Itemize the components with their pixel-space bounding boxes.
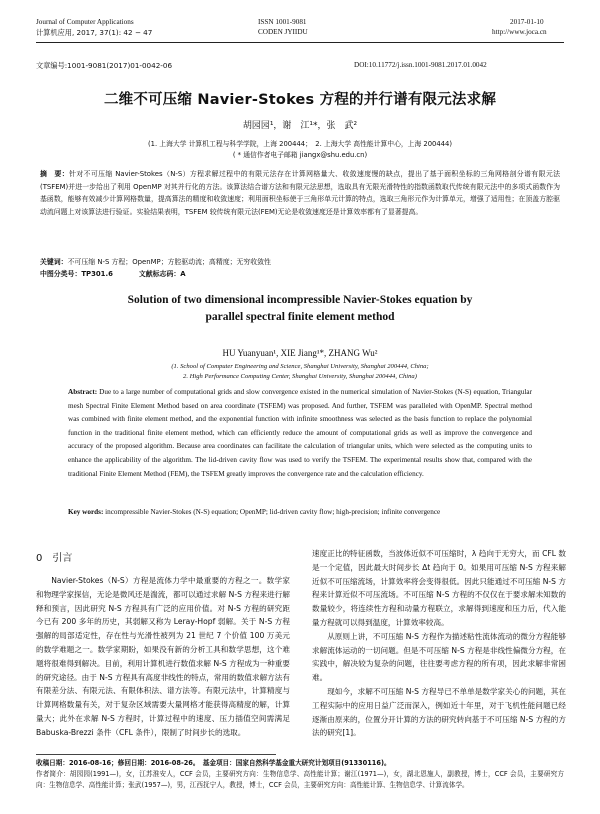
coden: CODEN JYIIDU [258, 28, 308, 36]
article-number: 文章编号:1001-9081(2017)01-0042-06 [36, 61, 173, 70]
abstract-en-label: Abstract: [68, 388, 98, 396]
issue-date: 2017-01-10 [510, 18, 544, 26]
received-date: 收稿日期：2016-08-16；修回日期：2016-08-26。 [36, 759, 197, 767]
abstract-en-text: Due to a large number of computational grids and slow convergence existed in the numerical simulation of Navier-Stokes (N-S) equation, Triangular mesh Spectral Finite Element Method based on area coordinate (TSFEM) was proposed. And further, TSFEM was paralleled with OpenMP. Spectral method was combined with finite element method, and the exponential function with infinite smoothness was selected as the basis function to replace the polynomial function in the traditional finite element method, which can efficiently reduce the amount of computational grids as well as improve the convergence and accuracy of the proposed algorithm. Because area coordinates can facilitate the calculation of triangular units, which were selected as the computing units to enhance the applicability of the algorithm. The lid-driven cavity flow was used to verify the TSFEM. The experimental results show that, compared with the traditional Finite Element Method (FEM), the TSFEM greatly improves the convergence rate and the calculation efficiency. [68, 388, 532, 478]
journal-name-cn: 计算机应用, 2017, 37(1): 42 − 47 [36, 28, 153, 37]
section-heading-intro: 0 引言 [36, 553, 73, 564]
keywords-cn-text: 不可压缩 N-S 方程；OpenMP；方腔驱动流；高精度；无穷收敛性 [67, 258, 271, 266]
keywords-en-label: Key words: [68, 508, 104, 516]
intro-paragraph-1: Navier-Stokes（N-S）方程是流体力学中最重要的方程之一。数学家和物理学家探信，无论是微风还是湍流，都可以通过求解 N-S 方程来进行解释和预言，因此研究 N-S 方程具有广泛的应用价值。对 N-S 方程的研究距今已有 200 多年的历史，其弱解又称为 Leray-Hopf 弱解。关于 N-S 方程强解的局部适定性，存在性与光滑性被列为 21 世纪 7 个价值 100 万美元的数学难题之一。数学家期盼，如果没有新的分析工具和数学思想，这个难题将很难得到解决。目前，利用计算机进行数值求解 N-S 方程成为一种重要的研究途径。由于 N-S 方程具有高度非线性的特点，常用的数值求解方法有有限差分法、有限元法、有限体积法、谱方法等。有限元法中，计算精度与计算网格数量有关，对于复杂区域需要大量网格才能获得高精度的解，计算量大；此外在求解 N-S 方程时，计算过程中的速度、压力插值空间需满足 Babuska-Brezzi 条件（CFL 条件），限制了时间步长的选取。 [36, 576, 290, 737]
intro-paragraph-2: 速度正比的特征函数，当波体近似不可压缩时，λ 趋向于无穷大，而 CFL 数是一个定值，因此最大时间步长 Δt 趋向于 0。如果用可压缩 N-S 方程来解近似不可压缩流场，计算效率将会变得很低。因此只能通过不可压缩 N-S 方程来计算近似不可压流场。不可压缩 N-S 方程的不仅仅在于要求解未知数的数量较少，将连续性方程和动量方程联立，求解得到速度和压力后，代入能量方程就可以得到温度，计算效率较高。 [312, 549, 566, 627]
header-rule [36, 42, 564, 43]
abstract-cn-label: 摘 要： [40, 170, 70, 178]
journal-name-en: Journal of Computer Applications [36, 18, 134, 26]
corresponding-email: ( * 通信作者电子邮箱 jiangx@shu.edu.cn) [232, 151, 368, 159]
clc-number: 中图分类号：TP301.6 [40, 270, 113, 278]
keywords-cn [40, 256, 560, 266]
classification-line [40, 268, 560, 278]
authors-cn: 胡园园¹，谢 江¹*，张 武² [242, 121, 358, 131]
title-en-line2: parallel spectral finite element method [205, 311, 395, 323]
doi: DOI:10.11772/j.issn.1001-9081.2017.01.0042 [354, 61, 487, 69]
footnote-rule [36, 754, 276, 755]
body-left-column [36, 574, 290, 740]
authors-en: HU Yuanyuan¹, XIE Jiang¹*, ZHANG Wu² [222, 348, 378, 358]
title-cn: 二维不可压缩 Navier-Stokes 方程的并行谱有限元法求解 [103, 92, 497, 108]
fund-info: 基金项目：国家自然科学基金重大研究计划项目(91330116)。 [202, 759, 391, 767]
abstract-cn [40, 168, 560, 218]
intro-paragraph-4: 现如今，求解不可压缩 N-S 方程导已不单单是数学家关心的问题，其在工程实际中的应用日益广泛而深入，例如近十年里，对于飞机性能问题已经逐渐由原来的，位置分开计算的方法的研究转向基于不可压缩 N-S 方程的方法的研究[1]。 [312, 686, 566, 738]
journal-url: http://www.joca.cn [492, 28, 547, 36]
affiliation-en-2: 2. High Performance Computing Center, Shanghai University, Shanghai 200444, China) [183, 373, 417, 380]
abstract-en [68, 386, 532, 481]
title-en-line1: Solution of two dimensional incompressible Navier-Stokes equation by [127, 294, 473, 306]
intro-paragraph-3: 从原则上讲，不可压缩 N-S 方程作为描述粘性流体流动的微分方程能够求解流体运动的一切问题。但是不可压缩 N-S 方程是非线性偏微分方程，在实践中，解决较为复杂的问题，往往要考虑方程的所有项，因此求解非常困难。 [312, 631, 566, 683]
keywords-en-text: incompressible Navier-Stokes (N-S) equation; OpenMP; lid-driven cavity flow; high-precision; infinite convergence [105, 508, 441, 516]
issn: ISSN 1001-9081 [258, 18, 307, 26]
body-right-column [312, 547, 566, 740]
footnote [36, 758, 564, 791]
author-bio: 作者简介：胡园园(1991—)，女，江苏淮安人，CCF 会员，主要研究方向：生物信息学、高性能计算；谢江(1971—)，女，湖北恩施人，副教授，博士，CCF 会员，主要研究方向：生物信息学、高性能计算；张武(1957—)，男，江西抚宁人，教授，博士，CCF 会员，主要研究方向：高性能计算、生物信息学、计算流体学。 [36, 770, 564, 789]
affiliation-en-1: (1. School of Computer Engineering and Science, Shanghai University, Shanghai 200444, China; [171, 363, 429, 370]
keywords-en [68, 506, 532, 520]
affiliation-cn: (1. 上海大学 计算机工程与科学学院，上海 200444； 2. 上海大学 高性能计算中心，上海 200444) [147, 140, 453, 148]
document-code: 文献标志码：A [138, 270, 186, 278]
abstract-cn-text: 针对不可压缩 Navier-Stokes（N-S）方程求解过程中的有限元法存在计算网格量大、收敛速度慢的缺点，提出了基于面积坐标的三角网格剖分谱有限元法(TSFEM)并进一步给出了利用 OpenMP 对其并行化的方法。该算法结合谱方法和有限元法思想，选取具有无限光滑特性的指数函数取代传统有限元法中的多项式函数作为基函数，能够有效减少计算网格数量，提高算法的精度和收敛速度；利用面积坐标使于三角形单元计算的特点，选取三角形元作为计算单元，增强了适用性；在顶盖方腔驱动流问题上对该算法进行验证。实验结果表明，TSFEM 较传统有限元法(FEM)无论是收敛速度还是计算效率都有了显著提高。 [40, 170, 560, 216]
keywords-cn-label: 关键词： [40, 258, 68, 266]
